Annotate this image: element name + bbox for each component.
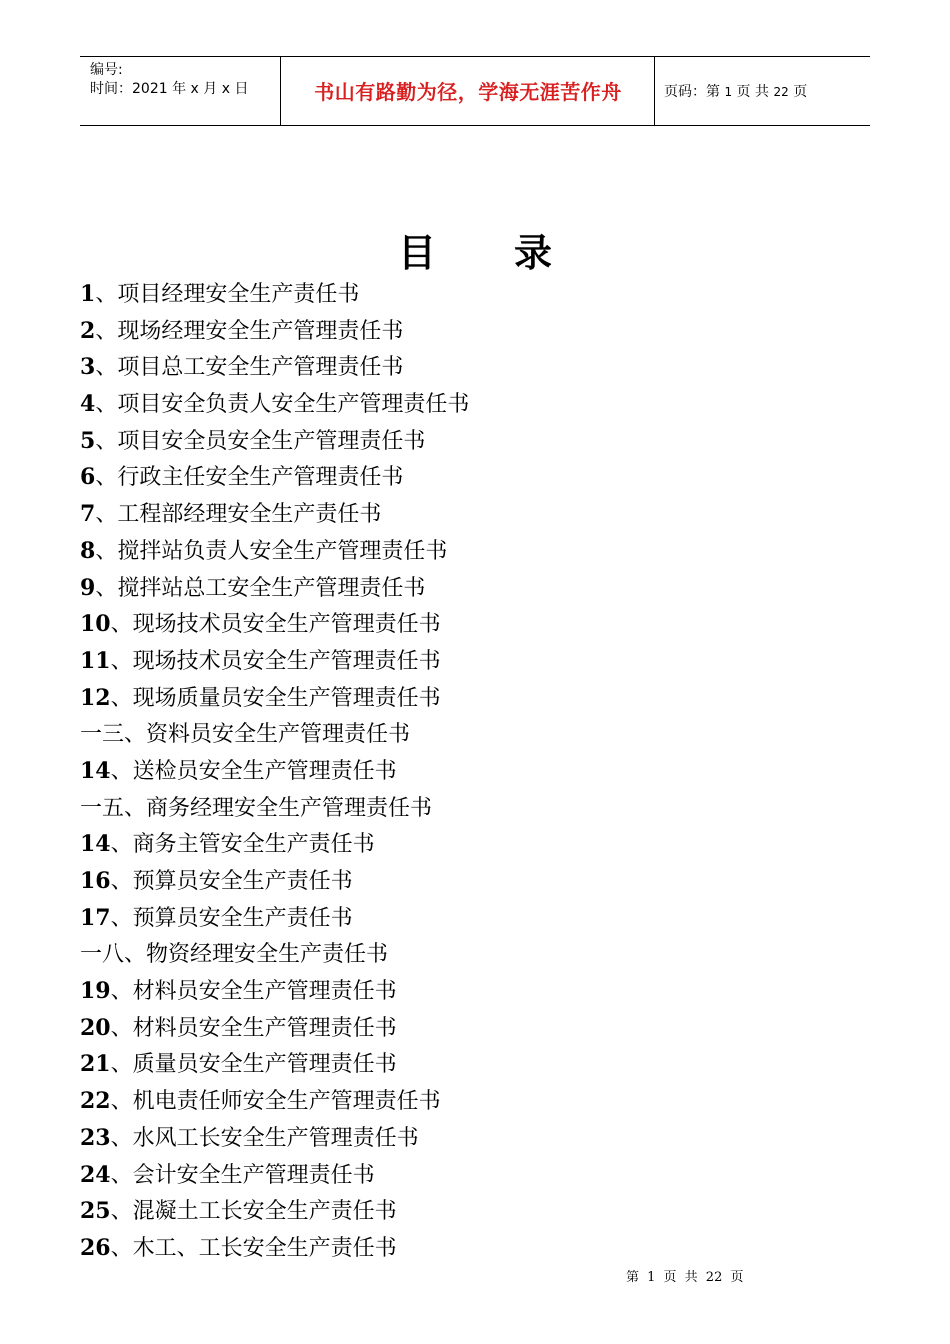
- page-header: [80, 56, 870, 126]
- toc-item-number: 26: [80, 1234, 111, 1261]
- toc-item[interactable]: [80, 459, 469, 496]
- page-total: 22: [773, 85, 789, 99]
- toc-item-title: 、预算员安全生产责任书: [110, 905, 353, 931]
- document-number-label: 编号:: [90, 62, 123, 78]
- toc-item[interactable]: [80, 826, 469, 863]
- toc-item[interactable]: [80, 1230, 469, 1267]
- toc-item[interactable]: [80, 863, 469, 900]
- header-meta-cell: [80, 57, 281, 125]
- toc-item-title: 、行政主任安全生产管理责任书: [95, 465, 404, 491]
- header-page-info: [664, 83, 807, 101]
- toc-item-number: 21: [80, 1051, 111, 1078]
- toc-item-number: 11: [80, 647, 111, 674]
- toc-item-number: 16: [80, 868, 111, 894]
- toc-item-title: 一三、资料员安全生产管理责任书: [80, 722, 411, 748]
- toc-item-title: 、现场技术员安全生产管理责任书: [110, 648, 441, 674]
- toc-item[interactable]: [80, 386, 469, 423]
- toc-item-title: 、现场质量员安全生产管理责任书: [110, 685, 441, 711]
- toc-item-title: 、木工、工长安全生产责任书: [110, 1235, 397, 1261]
- toc-item-title: 、材料员安全生产管理责任书: [110, 979, 397, 1005]
- document-time-label: 时间：2021 年 x 月 x 日: [90, 81, 249, 97]
- toc-item[interactable]: [80, 533, 469, 570]
- toc-item-title: 、现场经理安全生产管理责任书: [95, 318, 404, 344]
- toc-item-number: 9: [80, 574, 96, 601]
- header-motto: 书山有路勤为径，学海无涯苦作舟: [314, 80, 622, 104]
- toc-item-number: 23: [80, 1124, 111, 1151]
- toc-item-number: 5: [80, 427, 96, 454]
- toc-item[interactable]: [80, 349, 469, 386]
- toc-item-number: 14: [80, 831, 111, 858]
- page-label-mid: 页 共: [736, 84, 769, 100]
- toc-item-title: 、搅拌站负责人安全生产管理责任书: [95, 538, 448, 564]
- page-footer: 第 1 页 共 22 页: [626, 1270, 744, 1285]
- toc-item[interactable]: [80, 1157, 469, 1194]
- toc-item-number: 10: [80, 611, 111, 638]
- toc-item-number: 24: [80, 1161, 111, 1188]
- toc-item-title: 、预算员安全生产责任书: [110, 869, 353, 894]
- toc-item-number: 8: [80, 537, 96, 564]
- header-motto-cell: [281, 57, 655, 125]
- toc-item-title: 、项目经理安全生产责任书: [95, 282, 360, 307]
- toc-item[interactable]: [80, 753, 469, 790]
- toc-item-number: 12: [80, 684, 111, 711]
- header-page-cell: [655, 57, 870, 125]
- toc-item-title: 一五、商务经理安全生产管理责任书: [80, 795, 433, 821]
- toc-item-title: 、工程部经理安全生产责任书: [95, 502, 382, 528]
- toc-item-title: 、项目安全员安全生产管理责任书: [95, 428, 426, 454]
- toc-item-number: 22: [80, 1088, 111, 1115]
- toc-item-title: 、会计安全生产管理责任书: [110, 1162, 375, 1188]
- toc-item[interactable]: [80, 1083, 469, 1120]
- toc-item[interactable]: [80, 1046, 469, 1083]
- toc-item[interactable]: [80, 680, 469, 717]
- toc-item[interactable]: [80, 716, 469, 753]
- toc-item[interactable]: [80, 606, 469, 643]
- page-label-prefix: 页码：第: [664, 84, 720, 100]
- toc-item-title: 、送检员安全生产管理责任书: [110, 758, 397, 784]
- toc-item-number: 3: [80, 354, 96, 381]
- toc-item[interactable]: [80, 936, 469, 973]
- toc-item[interactable]: [80, 570, 469, 607]
- toc-item-title: 、搅拌站总工安全生产管理责任书: [95, 575, 426, 601]
- toc-item-number: 6: [80, 464, 96, 491]
- toc-item-title: 、商务主管安全生产责任书: [110, 832, 375, 858]
- toc-item-title: 、混凝土工长安全生产责任书: [110, 1199, 397, 1225]
- page-title: [0, 228, 950, 278]
- toc-item-number: 14: [80, 757, 111, 784]
- toc-item[interactable]: [80, 313, 469, 350]
- toc-item-title: 、材料员安全生产管理责任书: [110, 1015, 397, 1041]
- toc-item[interactable]: [80, 1193, 469, 1230]
- table-of-contents: [80, 276, 469, 1267]
- toc-item-title: 、项目安全负责人安全生产管理责任书: [95, 392, 470, 418]
- toc-item-number: 2: [80, 317, 96, 344]
- toc-item[interactable]: [80, 1120, 469, 1157]
- toc-item[interactable]: [80, 900, 469, 937]
- toc-item-title: 、项目总工安全生产管理责任书: [95, 355, 404, 381]
- toc-item-number: 4: [80, 391, 96, 418]
- toc-item-number: 25: [80, 1198, 111, 1225]
- toc-item-title: 一八、物资经理安全生产责任书: [80, 942, 389, 968]
- toc-item[interactable]: [80, 643, 469, 680]
- toc-item-number: 1: [80, 281, 96, 307]
- toc-item-number: 20: [80, 1014, 111, 1041]
- title-char-2: 录: [514, 230, 553, 275]
- toc-item-title: 、水风工长安全生产管理责任书: [110, 1125, 419, 1151]
- toc-item-number: 7: [80, 501, 96, 528]
- page-current: 1: [724, 85, 733, 99]
- toc-item[interactable]: [80, 1010, 469, 1047]
- toc-item-title: 、现场技术员安全生产管理责任书: [110, 612, 441, 638]
- page-label-suffix: 页: [793, 84, 808, 100]
- toc-item-title: 、机电责任师安全生产管理责任书: [110, 1089, 441, 1115]
- title-char-1: 目: [397, 230, 436, 275]
- toc-item[interactable]: [80, 973, 469, 1010]
- toc-item[interactable]: [80, 423, 469, 460]
- toc-item-title: 、质量员安全生产管理责任书: [110, 1052, 397, 1078]
- toc-item-number: 19: [80, 978, 111, 1005]
- toc-item-number: 17: [80, 904, 111, 931]
- toc-item[interactable]: [80, 276, 469, 313]
- toc-item[interactable]: [80, 496, 469, 533]
- toc-item[interactable]: [80, 790, 469, 827]
